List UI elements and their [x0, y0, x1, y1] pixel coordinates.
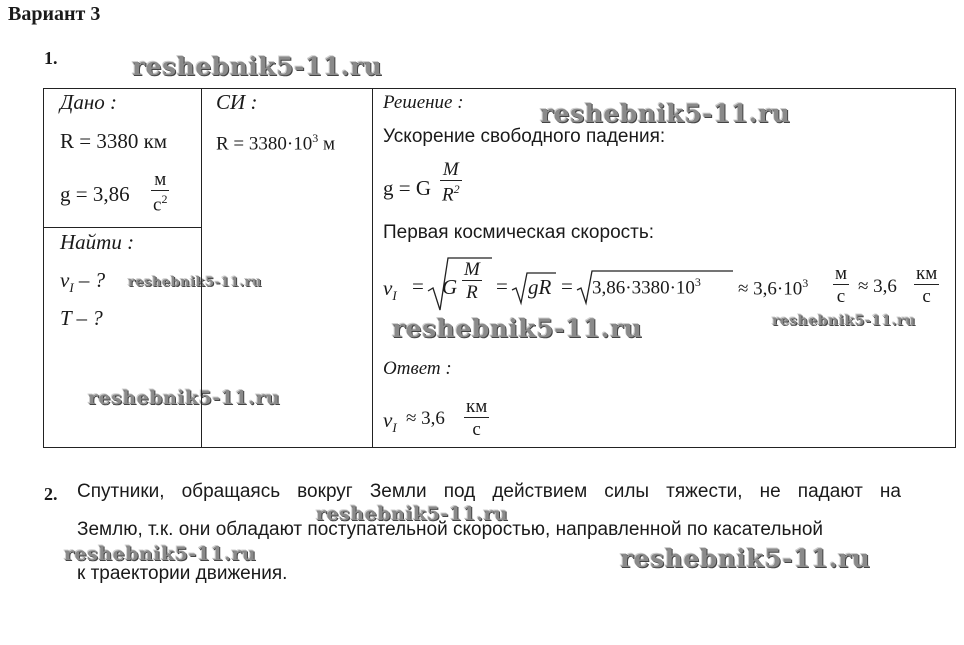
variant-title: Вариант 3: [8, 3, 101, 25]
formula-v1-lhs: $v_I$: [383, 276, 397, 304]
given-header: Дано :: [60, 90, 118, 114]
watermark: reshebnik5-11.ru: [772, 313, 916, 329]
sqrt-symbol: [426, 255, 494, 313]
answer-value: ≈ 3,6: [406, 408, 445, 429]
find-period: T – ?: [60, 306, 103, 330]
unit-kmps: км с: [916, 263, 938, 307]
column-divider: [372, 88, 373, 448]
watermark: reshebnik5-11.ru: [392, 314, 643, 343]
formula-approx-kmps: ≈ 3,6: [858, 276, 897, 297]
task-2-line-1: Спутники, обращаясь вокруг Земли под действием силы тяжести, не падают на: [77, 481, 901, 502]
task-2-line-3: к траектории движения.: [77, 563, 288, 584]
column-divider: [201, 88, 202, 448]
watermark: reshebnik5-11.ru: [316, 503, 509, 525]
si-header: СИ :: [216, 90, 258, 114]
watermark: reshebnik5-11.ru: [64, 543, 257, 565]
watermark: reshebnik5-11.ru: [88, 387, 281, 409]
unit-mps: м с: [835, 263, 848, 307]
answer-unit: км с: [466, 396, 488, 440]
answer-header: Ответ :: [383, 358, 452, 379]
task-2-number: 2.: [44, 484, 58, 504]
formula-value: $3,86\cdot 3380\cdot 10^3$: [592, 275, 701, 299]
watermark: reshebnik5-11.ru: [540, 99, 791, 128]
task-2-line-2: Землю, т.к. они обладают поступательной скоростью, направленной по касательной: [77, 519, 824, 540]
given-gravity: g = 3,86: [60, 182, 130, 206]
solution-text-velocity: Первая космическая скорость:: [383, 222, 655, 243]
formula-eq: =: [496, 274, 508, 298]
formula-eq: =: [561, 274, 573, 298]
solution-text-gravity: Ускорение свободного падения:: [383, 126, 666, 147]
task-1-number: 1.: [44, 48, 58, 68]
formula-gravity-fraction: M $R^2$: [442, 159, 460, 206]
row-divider: [43, 227, 202, 228]
solution-header: Решение :: [383, 92, 464, 113]
find-header: Найти :: [60, 230, 135, 254]
watermark: reshebnik5-11.ru: [620, 544, 871, 573]
formula-gR: gR: [528, 275, 552, 299]
formula-approx-mps: ≈ $3,6\cdot 10^3$: [738, 276, 809, 300]
formula-v1-fraction: M R: [464, 259, 480, 303]
watermark: reshebnik5-11.ru: [128, 275, 263, 290]
answer-v1: $v_I$: [383, 408, 397, 436]
formula-gravity-lhs: g = G: [383, 176, 432, 200]
si-radius: $R = 3380\cdot 10^3$ м: [216, 131, 335, 155]
formula-eq: =: [412, 274, 424, 298]
given-gravity-unit: м $с^2$: [153, 169, 168, 216]
find-v1: $v_I$ – ?: [60, 268, 106, 296]
formula-G: G: [442, 275, 458, 299]
watermark: reshebnik5-11.ru: [132, 52, 383, 81]
given-radius: R = 3380 км: [60, 129, 168, 153]
